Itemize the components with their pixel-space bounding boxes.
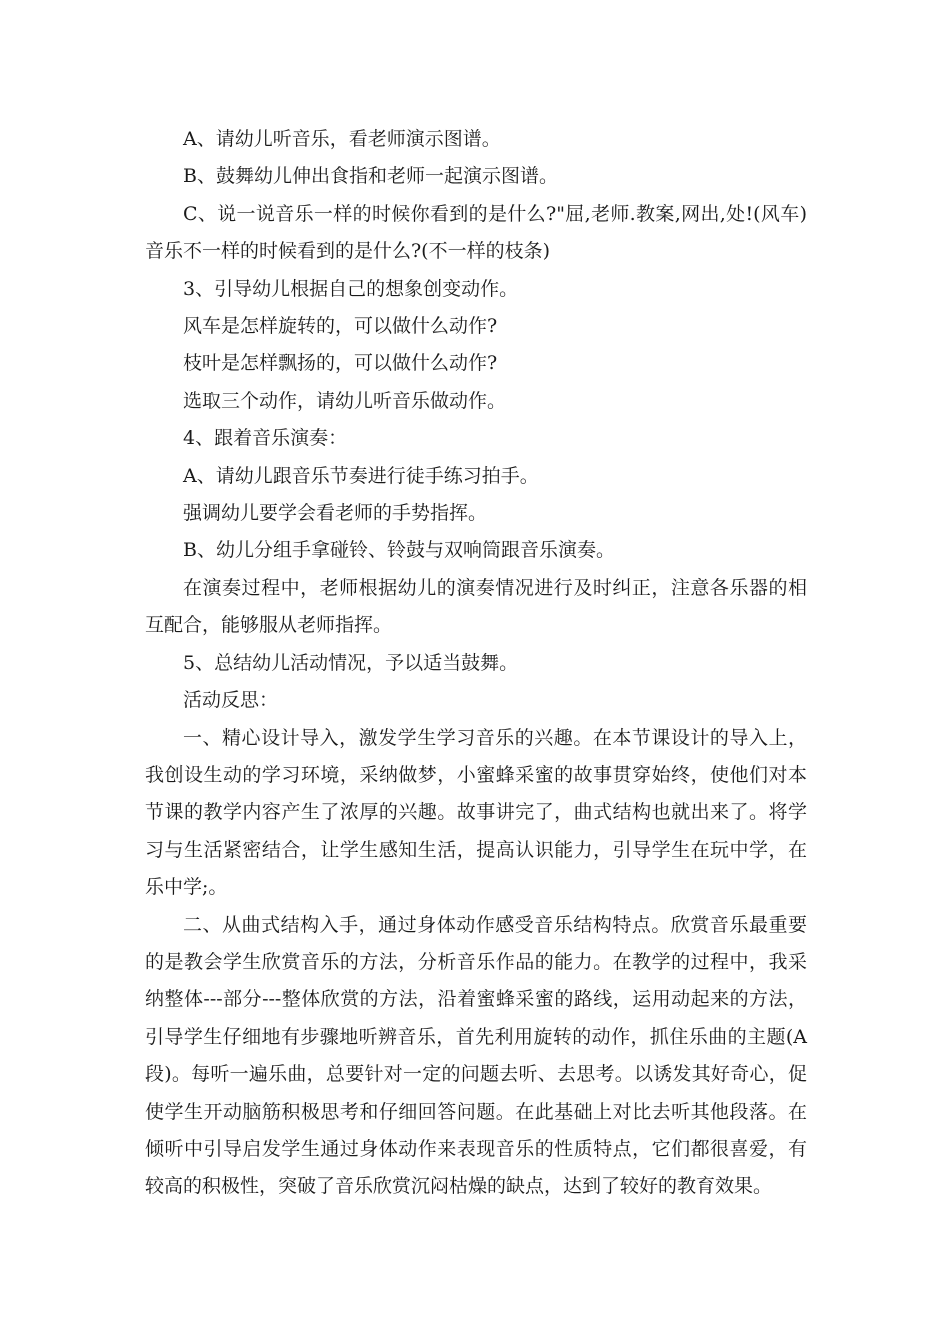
paragraph-reflection-heading: 活动反思： bbox=[183, 689, 279, 712]
paragraph-windmill-question: 风车是怎样旋转的，可以做什么动作? bbox=[183, 315, 498, 338]
paragraph-step-a-clap: A、请幼儿跟音乐节奏进行徒手练习拍手。 bbox=[183, 464, 539, 487]
paragraph-step-b-demonstrate: B、鼓舞幼儿伸出食指和老师一起演示图谱。 bbox=[183, 165, 558, 188]
paragraph-correction: 在演奏过程中，老师根据幼儿的演奏情况进行及时纠正，注意各乐器的相互配合，能够服从老师指挥。 bbox=[145, 576, 807, 637]
paragraph-reflection-two: 二、从曲式结构入手，通过身体动作感受音乐结构特点。欣赏音乐最重要的是教会学生欣赏音乐的方法，分析音乐作品的能力。在教学的过程中，我采纳整体---部分---整体欣赏的方法，沿着蜜蜂采蜜的路线，运用动起来的方法，引导学生仔细地有步骤地听辨音乐，首先利用旋转的动作，抓住乐曲的主题(A段)。每听一遍乐曲，总要针对一定的问题去听、去思考。以诱发其好奇心，促使学生开动脑筋积极思考和仔细回答问题。在此基础上对比去听其他段落。在倾听中引导启发学生通过身体动作来表现音乐的性质特点，它们都很喜爱，有较高的积极性，突破了音乐欣赏沉闷枯燥的缺点，达到了较好的教育效果。 bbox=[145, 913, 807, 1198]
document-body bbox=[145, 121, 807, 1206]
paragraph-step-a-listen: A、请幼儿听音乐，看老师演示图谱。 bbox=[183, 128, 501, 150]
paragraph-choose-moves: 选取三个动作，请幼儿听音乐做动作。 bbox=[183, 389, 507, 412]
paragraph-branch-question: 枝叶是怎样飘扬的，可以做什么动作? bbox=[183, 352, 498, 375]
paragraph-reflection-one: 一、精心设计导入，激发学生学习音乐的兴趣。在本节课设计的导入上，我创设生动的学习环境，采纳做梦，小蜜蜂采蜜的故事贯穿始终，使他们对本节课的教学内容产生了浓厚的兴趣。故事讲完了，曲式结构也就出来了。将学习与生活紧密结合，让学生感知生活，提高认识能力，引导学生在玩中学，在乐中学;。 bbox=[145, 726, 807, 899]
paragraph-watch-conductor: 强调幼儿要学会看老师的手势指挥。 bbox=[183, 502, 488, 525]
paragraph-step-b-instruments: B、幼儿分组手拿碰铃、铃鼓与双响筒跟音乐演奏。 bbox=[183, 539, 615, 562]
paragraph-step-4-perform: 4、跟着音乐演奏： bbox=[183, 427, 348, 450]
paragraph-step-c-discuss: C、说一说音乐一样的时候你看到的是什么?"屈,老师.教案,网出,处!(风车)音乐不一样的时候看到的是什么?(不一样的枝条) bbox=[145, 202, 807, 263]
paragraph-step-3-create-moves: 3、引导幼儿根据自己的想象创变动作。 bbox=[183, 277, 519, 300]
paragraph-step-5-summary: 5、总结幼儿活动情况，予以适当鼓舞。 bbox=[183, 651, 519, 674]
